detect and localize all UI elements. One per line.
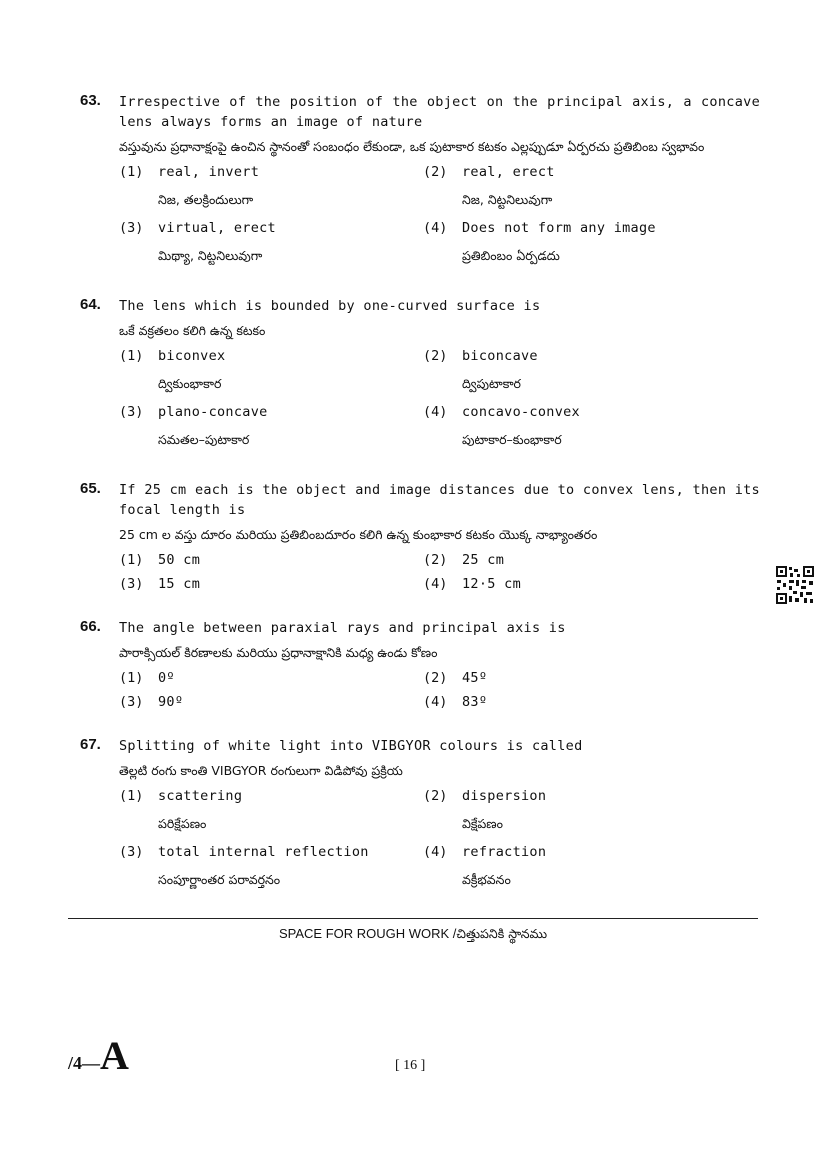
option-text-telugu: వక్రీభవనం (462, 872, 511, 887)
paper-code (68, 1032, 129, 1079)
option-number: (1) (119, 670, 144, 686)
question-text-telugu: 25 cm ల వస్తు దూరం మరియు ప్రతిబింబదూరం కలిగి ఉన్న కుంభాకార కటకం యొక్క నాభ్యాంతరం (119, 527, 598, 542)
option-text: Does not form any image (462, 220, 656, 236)
question-number: 66. (80, 618, 101, 635)
question-text: Irrespective of the position of the object on the principal axis, a concave lens always forms an image of nature (119, 94, 760, 130)
question-number: 65. (80, 480, 101, 497)
question-66 (80, 618, 760, 716)
option-text: real, invert (158, 164, 260, 180)
option-number: (3) (119, 694, 144, 710)
option-number: (4) (423, 694, 448, 710)
question-number: 67. (80, 736, 101, 753)
option-text: virtual, erect (158, 220, 276, 236)
options (119, 668, 760, 716)
option-number: (2) (423, 164, 448, 180)
option-number: (1) (119, 348, 144, 364)
question-text-telugu: పారాక్సియల్ కిరణాలకు మరియు ప్రధానాక్షానికి మధ్య ఉండు కోణం (119, 645, 438, 660)
option-number: (3) (119, 576, 144, 592)
question-text: If 25 cm each is the object and image distances due to convex lens, then its focal length is (119, 482, 760, 518)
question-text: Splitting of white light into VIBGYOR colours is called (119, 738, 583, 754)
option-text-telugu: విక్షేపణం (462, 816, 503, 831)
option-text: real, erect (462, 164, 555, 180)
option-text: refraction (462, 844, 547, 860)
question-text-telugu: తెల్లటి రంగు కాంతి VIBGYOR రంగులుగా విడిపోవు ప్రక్రియ (119, 763, 403, 778)
option-text-telugu: పుటాకార–కుంభాకార (462, 432, 562, 447)
question-67 (80, 736, 760, 898)
option-text: 90º (158, 694, 184, 710)
option-number: (2) (423, 552, 448, 568)
page-number: [ 16 ] (395, 1058, 426, 1073)
option-text: concavo-convex (462, 404, 580, 420)
option-number: (4) (423, 404, 448, 420)
option-text-telugu: సంపూర్ణాంతర పరావర్తనం (158, 872, 281, 887)
option-text: dispersion (462, 788, 547, 804)
option-number: (1) (119, 788, 144, 804)
question-65 (80, 480, 760, 598)
option-text: plano-concave (158, 404, 268, 420)
option-text: 50 cm (158, 552, 201, 568)
qr-code-icon (775, 565, 815, 605)
rough-work-english: SPACE FOR ROUGH WORK / (278, 926, 457, 941)
footer-divider (68, 918, 758, 919)
option-text-telugu: నిజ, నిట్టనిలువుగా (462, 192, 553, 207)
question-text: The angle between paraxial rays and principal axis is (119, 620, 566, 636)
option-text-telugu: ద్విపుటాకార (462, 376, 521, 391)
options (119, 786, 760, 898)
option-number: (1) (119, 552, 144, 568)
question-63 (80, 92, 760, 274)
paper-code-letter: A (100, 1033, 129, 1078)
option-number: (4) (423, 220, 448, 236)
option-text: biconvex (158, 348, 226, 364)
option-number: (2) (423, 348, 448, 364)
option-number: (3) (119, 404, 144, 420)
option-text-telugu: ప్రతిబింబం ఏర్పడదు (462, 248, 560, 263)
options (119, 162, 760, 274)
option-number: (3) (119, 220, 144, 236)
option-number: (1) (119, 164, 144, 180)
option-text: 15 cm (158, 576, 201, 592)
option-text: 12·5 cm (462, 576, 521, 592)
rough-work-telugu: చిత్తుపనికి స్థానము (456, 926, 548, 941)
option-number: (2) (423, 788, 448, 804)
option-number: (2) (423, 670, 448, 686)
option-text: total internal reflection (158, 844, 369, 860)
option-text: 45º (462, 670, 488, 686)
option-text-telugu: పరిక్షేపణం (158, 816, 207, 831)
option-text-telugu: మిథ్యా, నిట్టనిలువుగా (158, 248, 263, 263)
option-text: 25 cm (462, 552, 505, 568)
option-text-telugu: ద్వికుంభాకార (158, 376, 222, 391)
question-text-telugu: ఒకే వక్రతలం కలిగి ఉన్న కటకం (119, 323, 266, 338)
rough-work-label (68, 926, 758, 945)
option-text: 83º (462, 694, 488, 710)
option-text: biconcave (462, 348, 538, 364)
option-text: scattering (158, 788, 243, 804)
question-text-telugu: వస్తువును ప్రధానాక్షంపై ఉంచిన స్థానంతో సంబంధం లేకుండా, ఒక పుటాకార కటకం ఎల్లప్పుడూ ఏర్పరచు ప్రతిబింబ స్వభావం (119, 139, 705, 154)
options (119, 550, 760, 598)
question-64 (80, 296, 760, 458)
option-text-telugu: నిజ, తలక్రిందులుగా (158, 192, 254, 207)
option-number: (4) (423, 844, 448, 860)
option-number: (3) (119, 844, 144, 860)
question-number: 63. (80, 92, 101, 109)
paper-code-prefix: /4— (68, 1053, 101, 1073)
question-text: The lens which is bounded by one-curved surface is (119, 298, 541, 314)
question-number: 64. (80, 296, 101, 313)
option-number: (4) (423, 576, 448, 592)
option-text: 0º (158, 670, 175, 686)
option-text-telugu: సమతల–పుటాకార (158, 432, 250, 447)
options (119, 346, 760, 458)
